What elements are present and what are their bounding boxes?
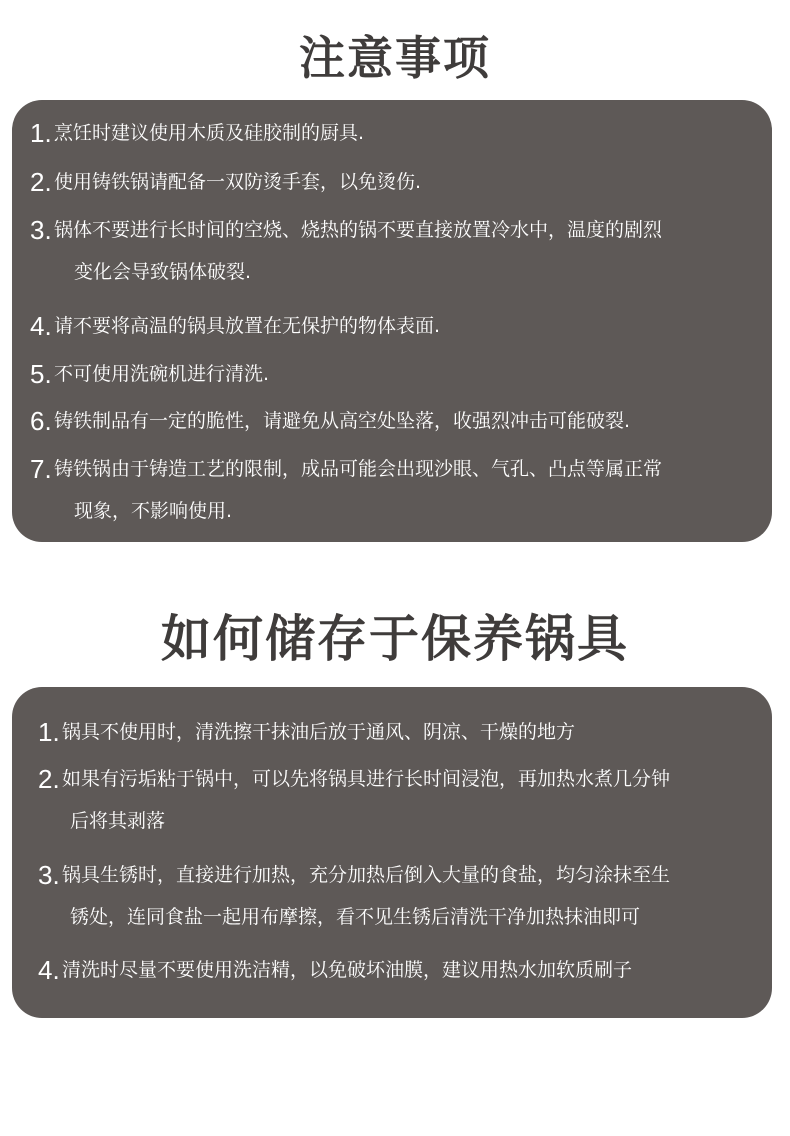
- item-number: 3.: [38, 860, 60, 890]
- item-text: 铸铁锅由于铸造工艺的限制，成品可能会出现沙眼、气孔、凸点等属正常: [54, 458, 663, 480]
- section-title-precautions: 注意事项: [299, 31, 491, 85]
- item-text: 清洗时尽量不要使用洗洁精，以免破坏油膜，建议用热水加软质刷子: [62, 959, 633, 981]
- item-number: 2.: [30, 167, 52, 197]
- item-text: 如果有污垢粘于锅中，可以先将锅具进行长时间浸泡，再加热水煮几分钟: [62, 768, 671, 790]
- item-text: 使用铸铁锅请配备一双防烫手套，以免烫伤.: [54, 171, 422, 193]
- item-text: 请不要将高温的锅具放置在无保护的物体表面.: [54, 315, 441, 337]
- item-number: 6.: [30, 406, 52, 436]
- item-number: 3.: [30, 215, 52, 245]
- item-text-continued: 锈处，连同食盐一起用布摩擦，看不见生锈后清洗干净加热抹油即可: [70, 906, 641, 928]
- item-number: 5.: [30, 359, 52, 389]
- item-text: 铸铁制品有一定的脆性，请避免从高空处坠落，收强烈冲击可能破裂.: [54, 410, 631, 432]
- item-number: 1.: [38, 717, 60, 747]
- item-text: 锅体不要进行长时间的空烧、烧热的锅不要直接放置冷水中，温度的剧烈: [54, 219, 663, 241]
- item-number: 4.: [30, 311, 52, 341]
- item-number: 7.: [30, 454, 52, 484]
- item-text-continued: 现象，不影响使用.: [74, 500, 233, 522]
- item-text: 锅具生锈时，直接进行加热，充分加热后倒入大量的食盐，均匀涂抹至生: [62, 864, 671, 886]
- item-text: 锅具不使用时，清洗擦干抹油后放于通风、阴凉、干燥的地方: [62, 721, 576, 743]
- item-text-continued: 后将其剥落: [70, 810, 166, 832]
- item-text: 不可使用洗碗机进行清洗.: [54, 363, 270, 385]
- section-title-storage-care: 如何储存于保养锅具: [161, 610, 629, 668]
- item-number: 1.: [30, 118, 52, 148]
- item-number: 4.: [38, 955, 60, 985]
- item-number: 2.: [38, 764, 60, 794]
- storage-care-panel: [12, 687, 772, 1018]
- precautions-panel: [12, 100, 772, 542]
- item-text: 烹饪时建议使用木质及硅胶制的厨具.: [54, 122, 365, 144]
- item-text-continued: 变化会导致锅体破裂.: [74, 261, 252, 283]
